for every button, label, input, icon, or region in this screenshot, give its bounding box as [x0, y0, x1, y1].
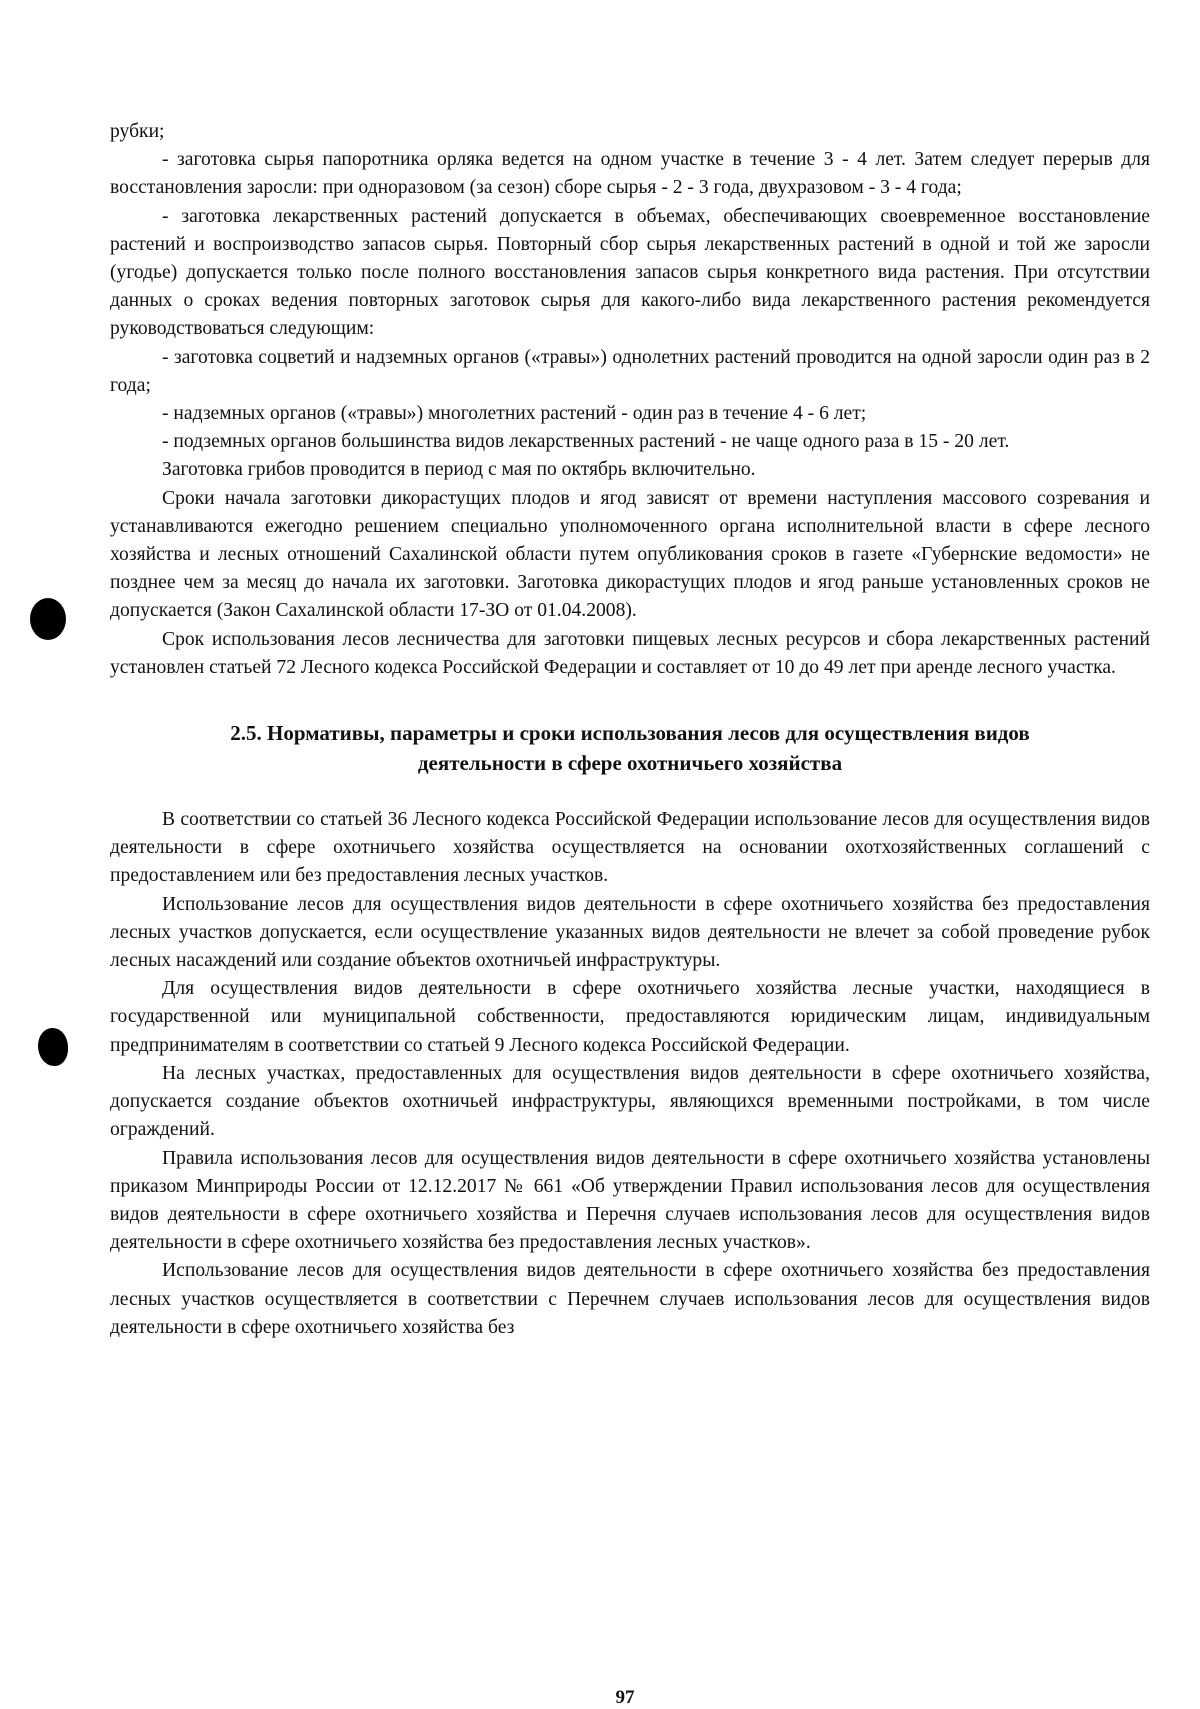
section-heading [110, 718, 1150, 778]
punch-hole-bottom [38, 1028, 68, 1066]
paragraph: Срок использования лесов лесничества для заготовки пищевых лесных ресурсов и сбора лекарственных растений установлен статьей 72 Лесного кодекса Российской Федерации и составляет от 10 до 49 лет при аренде лесного участка. [110, 628, 1150, 678]
document-page [110, 118, 1150, 1342]
section-heading-line-2: деятельности в сфере охотничьего хозяйства [417, 751, 843, 776]
paragraph: - подземных органов большинства видов лекарственных растений - не чаще одного раза в 15 - 20 лет. [162, 431, 1010, 453]
section-heading-line-1: 2.5. Нормативы, параметры и сроки использования лесов для осуществления видов [230, 721, 1030, 746]
paragraph: Использование лесов для осуществления видов деятельности в сфере охотничьего хозяйства без предоставления лесных участков допускается, если осуществление указанных видов деятельности не влечет за собой проведение рубок лесных насаждений или создание объектов охотничьей инфраструктуры. [110, 893, 1150, 972]
paragraph: - заготовка сырья папоротника орляка ведется на одном участке в течение 3 - 4 лет. Затем следует перерыв для восстановления заросли: при одноразовом (за сезон) сборе сырья - 2 - 3 года, двухразовом - 3 - 4 года; [110, 149, 1150, 199]
paragraph: Правила использования лесов для осуществления видов деятельности в сфере охотничьего хозяйства установлены приказом Минприроды России от 12.12.2017 № 661 «Об утверждении Правил использования лесов для осуществления видов деятельности в сфере охотничьего хозяйства и Перечня случаев использования лесов для осуществления видов деятельности в сфере охотничьего хозяйства без предоставления лесных участков». [110, 1147, 1150, 1254]
paragraph: На лесных участках, предоставленных для осуществления видов деятельности в сфере охотничьего хозяйства, допускается создание объектов охотничьей инфраструктуры, являющихся временными постройками, в том числе ограждений. [110, 1062, 1150, 1141]
paragraph: - надземных органов («травы») многолетних растений - один раз в течение 4 - 6 лет; [162, 403, 867, 425]
page-number: 97 [615, 1687, 635, 1708]
paragraph: Использование лесов для осуществления видов деятельности в сфере охотничьего хозяйства без предоставления лесных участков осуществляется в соответствии с Перечнем случаев использования лесов для осуществления видов деятельности в сфере охотничьего хозяйства без [110, 1260, 1150, 1338]
punch-hole-top [30, 598, 66, 640]
paragraph: - заготовка соцветий и надземных органов («травы») однолетних растений проводится на одной заросли один раз в 2 года; [110, 346, 1150, 396]
paragraph: В соответствии со статьей 36 Лесного кодекса Российской Федерации использование лесов для осуществления видов деятельности в сфере охотничьего хозяйства осуществляется на основании охотхозяйственных соглашений с предоставлением или без предоставления лесных участков. [110, 809, 1150, 887]
paragraph: Для осуществления видов деятельности в сфере охотничьего хозяйства лесные участки, находящиеся в государственной или муниципальной собственности, предоставляются юридическим лицам, индивидуальным предпринимателям в соответствии со статьей 9 Лесного кодекса Российской Федерации. [110, 978, 1150, 1056]
paragraph: - заготовка лекарственных растений допускается в объемах, обеспечивающих своевременное восстановление растений и воспроизводство запасов сырья. Повторный сбор сырья лекарственных растений в одной и той же заросли (угодье) допускается только после полного восстановления запасов сырья конкретного вида растения. При отсутствии данных о сроках ведения повторных заготовок сырья для какого-либо вида лекарственного растения рекомендуется руководствоваться следующим: [110, 205, 1150, 340]
paragraph: Заготовка грибов проводится в период с мая по октябрь включительно. [162, 459, 756, 481]
paragraph: рубки; [110, 121, 165, 142]
paragraph: Сроки начала заготовки дикорастущих плодов и ягод зависят от времени наступления массового созревания и устанавливаются ежегодно решением специально уполномоченного органа исполнительной власти в сфере лесного хозяйства и лесных отношений Сахалинской области путем опубликования сроков в газете «Губернские ведомости» не позднее чем за месяц до начала их заготовки. Заготовка дикорастущих плодов и ягод раньше установленных сроков не допускается (Закон Сахалинской области 17-ЗО от 01.04.2008). [110, 487, 1150, 622]
